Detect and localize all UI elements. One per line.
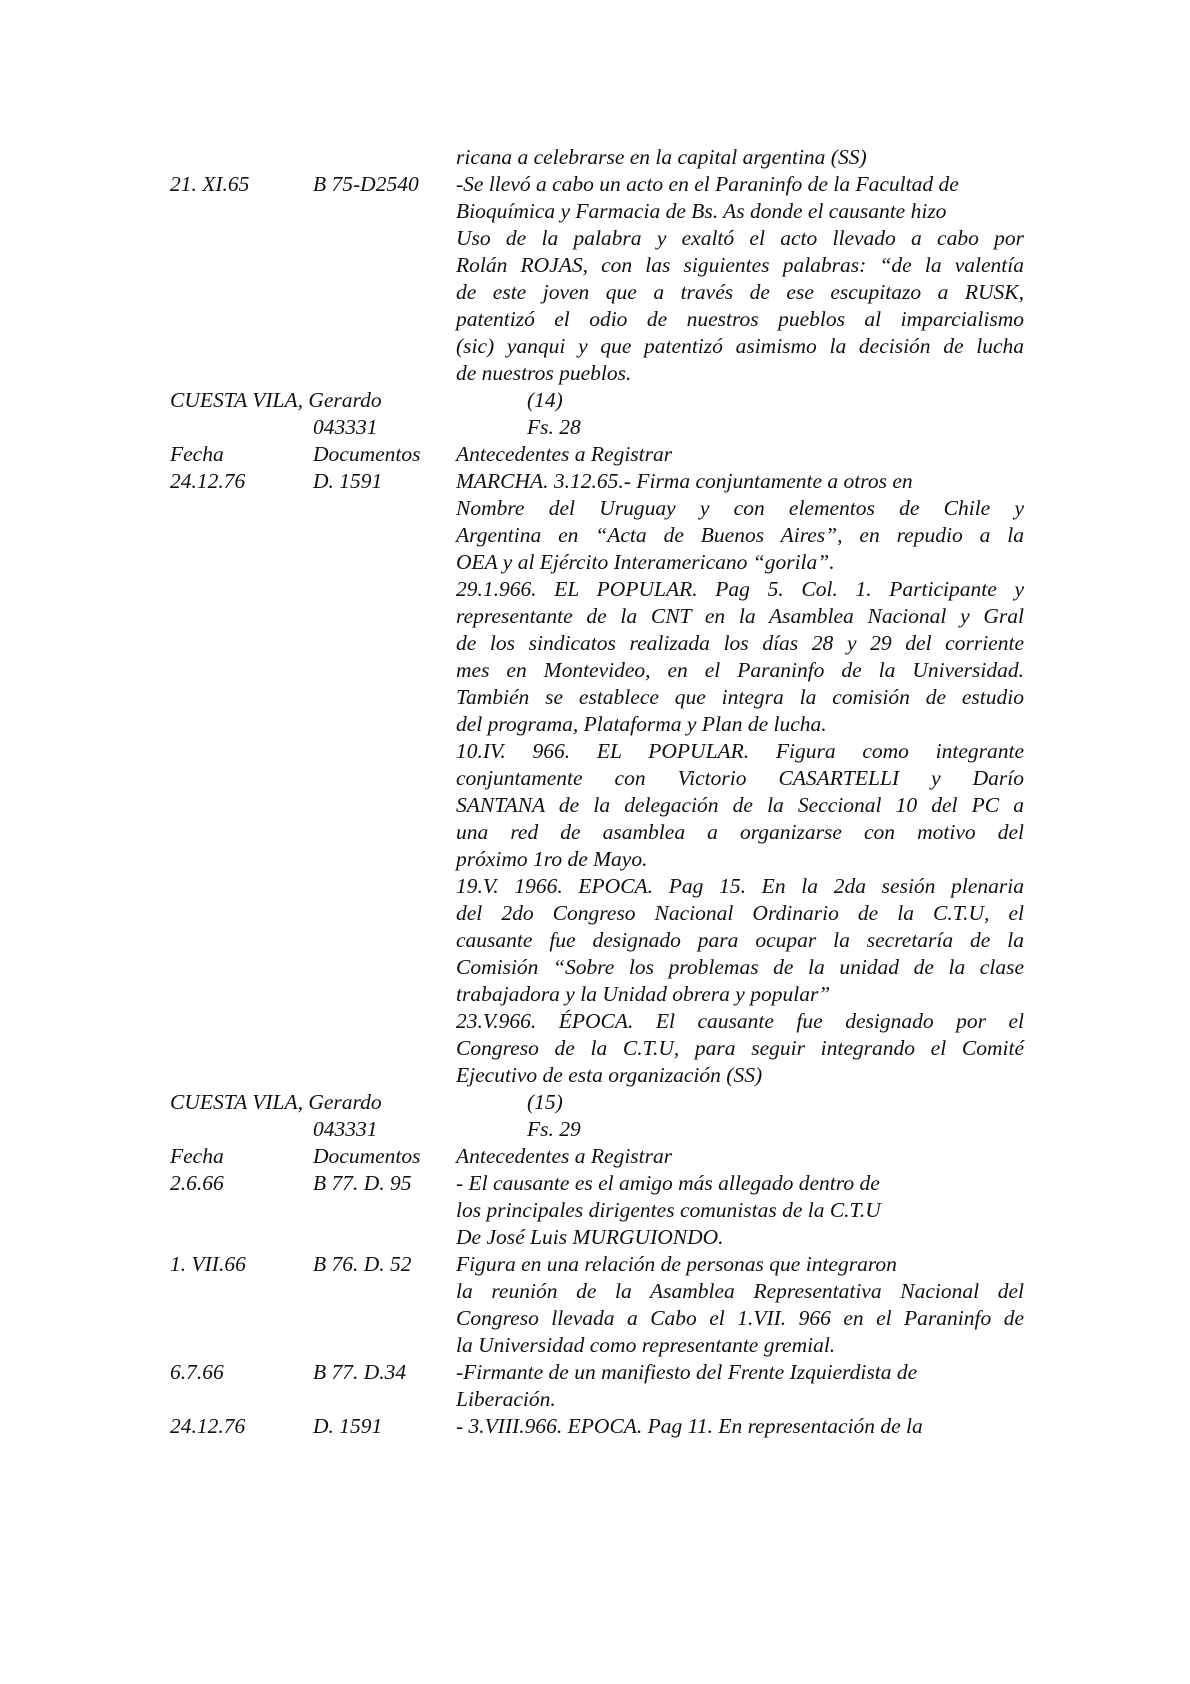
text-line: trabajadora y la Unidad obrera y popular”	[456, 982, 831, 1006]
text-line: De José Luis MURGUIONDO.	[456, 1225, 724, 1249]
column-header-antecedentes: Antecedentes a Registrar	[456, 1144, 673, 1168]
entry-document: B 77. D. 95	[313, 1171, 412, 1195]
text-line: - 3.VIII.966. EPOCA. Pag 11. En representación de la	[456, 1414, 923, 1438]
text-line: 19.V. 1966. EPOCA. Pag 15. En la 2da sesión plenaria	[456, 874, 1024, 898]
text-line: -Se llevó a cabo un acto en el Paraninfo de la Facultad de	[456, 172, 959, 196]
text-line: del programa, Plataforma y Plan de lucha.	[456, 712, 827, 736]
text-line: Figura en una relación de personas que integraron	[456, 1252, 897, 1276]
text-line: Uso de la palabra y exaltó el acto llevado a cabo por	[456, 226, 1024, 250]
entry-document: B 76. D. 52	[313, 1252, 412, 1276]
text-line: También se establece que integra la comisión de estudio	[456, 685, 1024, 709]
text-line: Liberación.	[456, 1387, 556, 1411]
text-line: de nuestros pueblos.	[456, 361, 632, 385]
text-line: Comisión “Sobre los problemas de la unidad de la clase	[456, 955, 1024, 979]
text-line: la Universidad como representante gremial.	[456, 1333, 836, 1357]
column-header-fecha: Fecha	[170, 1144, 224, 1168]
record-code: 043331	[313, 1117, 378, 1141]
text-line: -Firmante de un manifiesto del Frente Izquierdista de	[456, 1360, 918, 1384]
record-number: (14)	[527, 388, 563, 412]
entry-date: 2.6.66	[170, 1171, 224, 1195]
text-line: Congreso llevada a Cabo el 1.VII. 966 en el Paraninfo de	[456, 1306, 1024, 1330]
text-line: conjuntamente con Victorio CASARTELLI y Darío	[456, 766, 1024, 790]
text-line: ricana a celebrarse en la capital argentina (SS)	[456, 145, 867, 169]
folio-number: Fs. 28	[527, 415, 581, 439]
entry-date: 1. VII.66	[170, 1252, 246, 1276]
column-header-antecedentes: Antecedentes a Registrar	[456, 442, 673, 466]
text-line: próximo 1ro de Mayo.	[456, 847, 648, 871]
column-header-documentos: Documentos	[313, 1144, 421, 1168]
text-line: Argentina en “Acta de Buenos Aires”, en repudio a la	[456, 523, 1024, 547]
entry-date: 21. XI.65	[170, 172, 250, 196]
person-name: CUESTA VILA, Gerardo	[170, 388, 382, 412]
text-line: 23.V.966. ÉPOCA. El causante fue designado por el	[456, 1009, 1024, 1033]
column-header-fecha: Fecha	[170, 442, 224, 466]
text-line: Bioquímica y Farmacia de Bs. As donde el causante hizo	[456, 199, 947, 223]
entry-document: B 75-D2540	[313, 172, 419, 196]
text-line: SANTANA de la delegación de la Seccional 10 del PC a	[456, 793, 1024, 817]
text-line: Ejecutivo de esta organización (SS)	[456, 1063, 763, 1087]
text-line: del 2do Congreso Nacional Ordinario de la C.T.U, el	[456, 901, 1024, 925]
text-line: la reunión de la Asamblea Representativa Nacional del	[456, 1279, 1024, 1303]
text-line: mes en Montevideo, en el Paraninfo de la Universidad.	[456, 658, 1024, 682]
text-line: patentizó el odio de nuestros pueblos al imparcialismo	[456, 307, 1024, 331]
entry-document: D. 1591	[313, 469, 383, 493]
text-line: Rolán ROJAS, con las siguientes palabras: “de la valentía	[456, 253, 1024, 277]
person-name: CUESTA VILA, Gerardo	[170, 1090, 382, 1114]
text-line: los principales dirigentes comunistas de la C.T.U	[456, 1198, 881, 1222]
text-line: una red de asamblea a organizarse con motivo del	[456, 820, 1024, 844]
text-line: OEA y al Ejército Interamericano “gorila”.	[456, 550, 835, 574]
text-line: representante de la CNT en la Asamblea Nacional y Gral	[456, 604, 1024, 628]
entry-document: B 77. D.34	[313, 1360, 407, 1384]
text-line: (sic) yanqui y que patentizó asimismo la decisión de lucha	[456, 334, 1024, 358]
text-line: Nombre del Uruguay y con elementos de Chile y	[456, 496, 1024, 520]
text-line: 10.IV. 966. EL POPULAR. Figura como integrante	[456, 739, 1024, 763]
entry-date: 24.12.76	[170, 469, 246, 493]
text-line: 29.1.966. EL POPULAR. Pag 5. Col. 1. Participante y	[456, 577, 1024, 601]
text-line: de este joven que a través de ese escupitazo a RUSK,	[456, 280, 1024, 304]
text-line: de los sindicatos realizada los días 28 y 29 del corriente	[456, 631, 1024, 655]
entry-date: 6.7.66	[170, 1360, 224, 1384]
entry-document: D. 1591	[313, 1414, 383, 1438]
folio-number: Fs. 29	[527, 1117, 581, 1141]
text-line: Congreso de la C.T.U, para seguir integrando el Comité	[456, 1036, 1024, 1060]
record-code: 043331	[313, 415, 378, 439]
text-line: - El causante es el amigo más allegado dentro de	[456, 1171, 880, 1195]
entry-date: 24.12.76	[170, 1414, 246, 1438]
text-line: MARCHA. 3.12.65.- Firma conjuntamente a otros en	[456, 469, 913, 493]
text-line: causante fue designado para ocupar la secretaría de la	[456, 928, 1024, 952]
record-number: (15)	[527, 1090, 563, 1114]
column-header-documentos: Documentos	[313, 442, 421, 466]
